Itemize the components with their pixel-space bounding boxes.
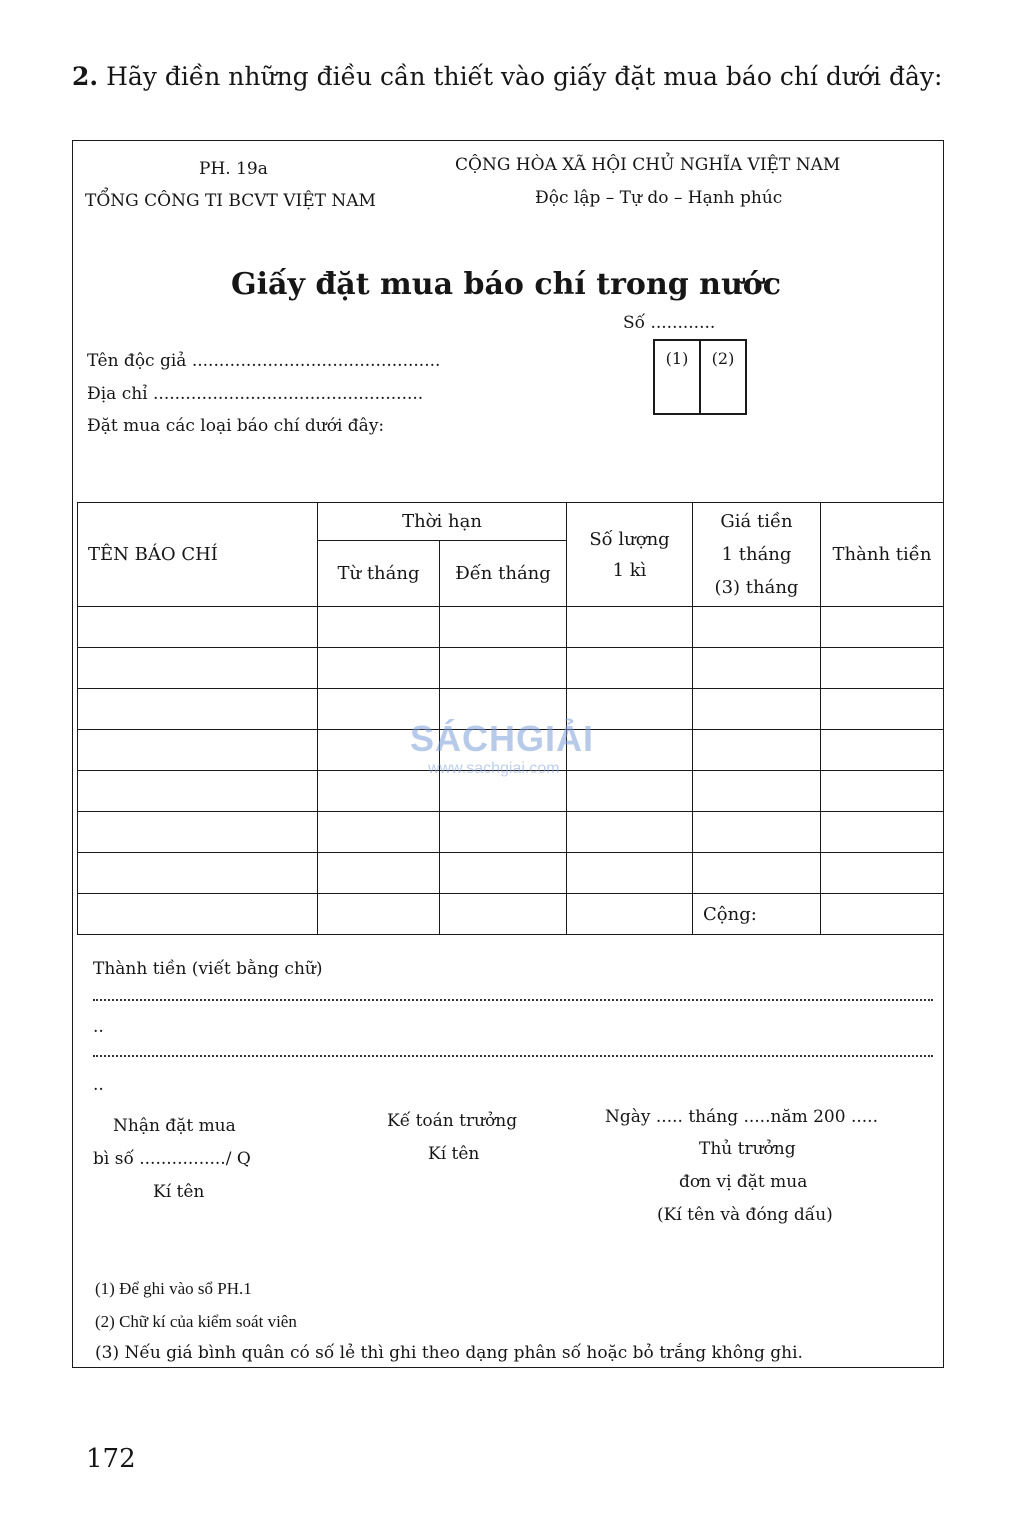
- cell-name[interactable]: [78, 607, 318, 648]
- cell-total[interactable]: [821, 689, 944, 730]
- cell-to[interactable]: [440, 812, 567, 853]
- cell-price[interactable]: [693, 771, 821, 812]
- instruction-number: 2.: [72, 62, 99, 91]
- grand-total-cell[interactable]: [821, 894, 944, 935]
- amount-words-label: Thành tiền (viết bằng chữ): [93, 959, 323, 979]
- page-number: 172: [86, 1444, 136, 1474]
- serial-number-field[interactable]: Số ............: [623, 313, 716, 333]
- ordering-unit-label: đơn vị đặt mua: [679, 1172, 808, 1192]
- cell-from: [318, 894, 440, 935]
- country-name: CỘNG HÒA XÃ HỘI CHỦ NGHĨA VIỆT NAM: [455, 155, 841, 175]
- watermark: [410, 718, 620, 808]
- cell-from[interactable]: [318, 648, 440, 689]
- reader-name-field[interactable]: Tên độc giả ..............................................: [87, 351, 441, 371]
- cell-to[interactable]: [440, 607, 567, 648]
- amount-words-line-1[interactable]: [93, 999, 933, 1001]
- cell-total[interactable]: [821, 607, 944, 648]
- cell-price[interactable]: [693, 853, 821, 894]
- amount-words-cont-2: ..: [93, 1075, 104, 1095]
- cell-price[interactable]: [693, 648, 821, 689]
- receiver-label: Nhận đặt mua: [113, 1116, 236, 1136]
- cell-qty[interactable]: [567, 607, 693, 648]
- col-header-from-month: Từ tháng: [318, 541, 440, 607]
- cell-total[interactable]: [821, 648, 944, 689]
- cell-name[interactable]: [78, 730, 318, 771]
- footnote-1: (1) Để ghi vào sổ PH.1: [95, 1279, 252, 1298]
- total-label: Cộng:: [693, 894, 821, 935]
- receiver-signature-label: Kí tên: [153, 1182, 205, 1202]
- table-row: [78, 853, 944, 894]
- footnote-3: (3) Nếu giá bình quân có số lẻ thì ghi theo dạng phân số hoặc bỏ trắng không ghi.: [95, 1343, 803, 1363]
- col-header-name: TÊN BÁO CHÍ: [78, 503, 318, 607]
- cell-to: [440, 894, 567, 935]
- cell-to[interactable]: [440, 648, 567, 689]
- cell-qty[interactable]: [567, 812, 693, 853]
- serial-box-2[interactable]: (2): [699, 341, 745, 413]
- cell-from[interactable]: [318, 853, 440, 894]
- watermark-brand: SÁCHGIẢI: [410, 718, 595, 759]
- quantity-label-2: 1 kì: [612, 559, 647, 581]
- cell-price[interactable]: [693, 730, 821, 771]
- cell-from[interactable]: [318, 607, 440, 648]
- cell-name[interactable]: [78, 648, 318, 689]
- order-intro: Đặt mua các loại báo chí dưới đây:: [87, 416, 385, 436]
- table-row: [78, 607, 944, 648]
- serial-boxes: [653, 339, 747, 415]
- company-name: TỔNG CÔNG TI BCVT VIỆT NAM: [85, 191, 376, 211]
- cell-total[interactable]: [821, 771, 944, 812]
- amount-words-cont-1: ..: [93, 1017, 104, 1037]
- address-field[interactable]: Địa chỉ ..................................................: [87, 384, 424, 404]
- serial-box-1[interactable]: (1): [665, 349, 689, 368]
- amount-words-line-2[interactable]: [93, 1055, 933, 1057]
- cell-price[interactable]: [693, 607, 821, 648]
- form-title: Giấy đặt mua báo chí trong nước: [231, 267, 782, 302]
- accountant-label: Kế toán trưởng: [387, 1111, 518, 1131]
- col-header-quantity: [567, 503, 693, 607]
- price-label-2: 1 tháng: [721, 544, 792, 565]
- footnote-2: (2) Chữ kí của kiểm soát viên: [95, 1312, 297, 1331]
- instruction-text: Hãy điền những điều cần thiết vào giấy đặt mua báo chí dưới đây:: [106, 62, 943, 91]
- cell-from[interactable]: [318, 812, 440, 853]
- col-header-period: Thời hạn: [318, 503, 567, 541]
- cell-total[interactable]: [821, 853, 944, 894]
- cell-total[interactable]: [821, 812, 944, 853]
- cell-to[interactable]: [440, 853, 567, 894]
- cell-name: [78, 894, 318, 935]
- table-row: [78, 812, 944, 853]
- watermark-url: www.sachgiai.com: [428, 760, 560, 777]
- date-line[interactable]: Ngày ..... tháng .....năm 200 .....: [605, 1107, 878, 1127]
- instruction: [72, 62, 942, 91]
- cell-name[interactable]: [78, 853, 318, 894]
- envelope-number-field[interactable]: bì số ................/ Q: [93, 1149, 251, 1169]
- cell-name[interactable]: [78, 689, 318, 730]
- table-header-row: [78, 503, 944, 541]
- cell-total[interactable]: [821, 730, 944, 771]
- price-label-1: Giá tiền: [720, 511, 793, 532]
- price-label-3: (3) tháng: [714, 577, 799, 598]
- signature-stamp-label: (Kí tên và đóng dấu): [657, 1205, 833, 1225]
- table-row: [78, 648, 944, 689]
- accountant-signature-label: Kí tên: [428, 1144, 480, 1164]
- cell-qty[interactable]: [567, 648, 693, 689]
- quantity-label-1: Số lượng: [589, 528, 670, 550]
- cell-name[interactable]: [78, 771, 318, 812]
- cell-qty[interactable]: [567, 853, 693, 894]
- col-header-to-month: Đến tháng: [440, 541, 567, 607]
- motto: Độc lập – Tự do – Hạnh phúc: [535, 188, 783, 208]
- cell-name[interactable]: [78, 812, 318, 853]
- head-label: Thủ trưởng: [699, 1139, 796, 1159]
- col-header-price: [693, 503, 821, 607]
- cell-price[interactable]: [693, 689, 821, 730]
- cell-qty: [567, 894, 693, 935]
- table-total-row: [78, 894, 944, 935]
- form-code: PH. 19a: [199, 159, 268, 179]
- col-header-total: Thành tiền: [821, 503, 944, 607]
- cell-price[interactable]: [693, 812, 821, 853]
